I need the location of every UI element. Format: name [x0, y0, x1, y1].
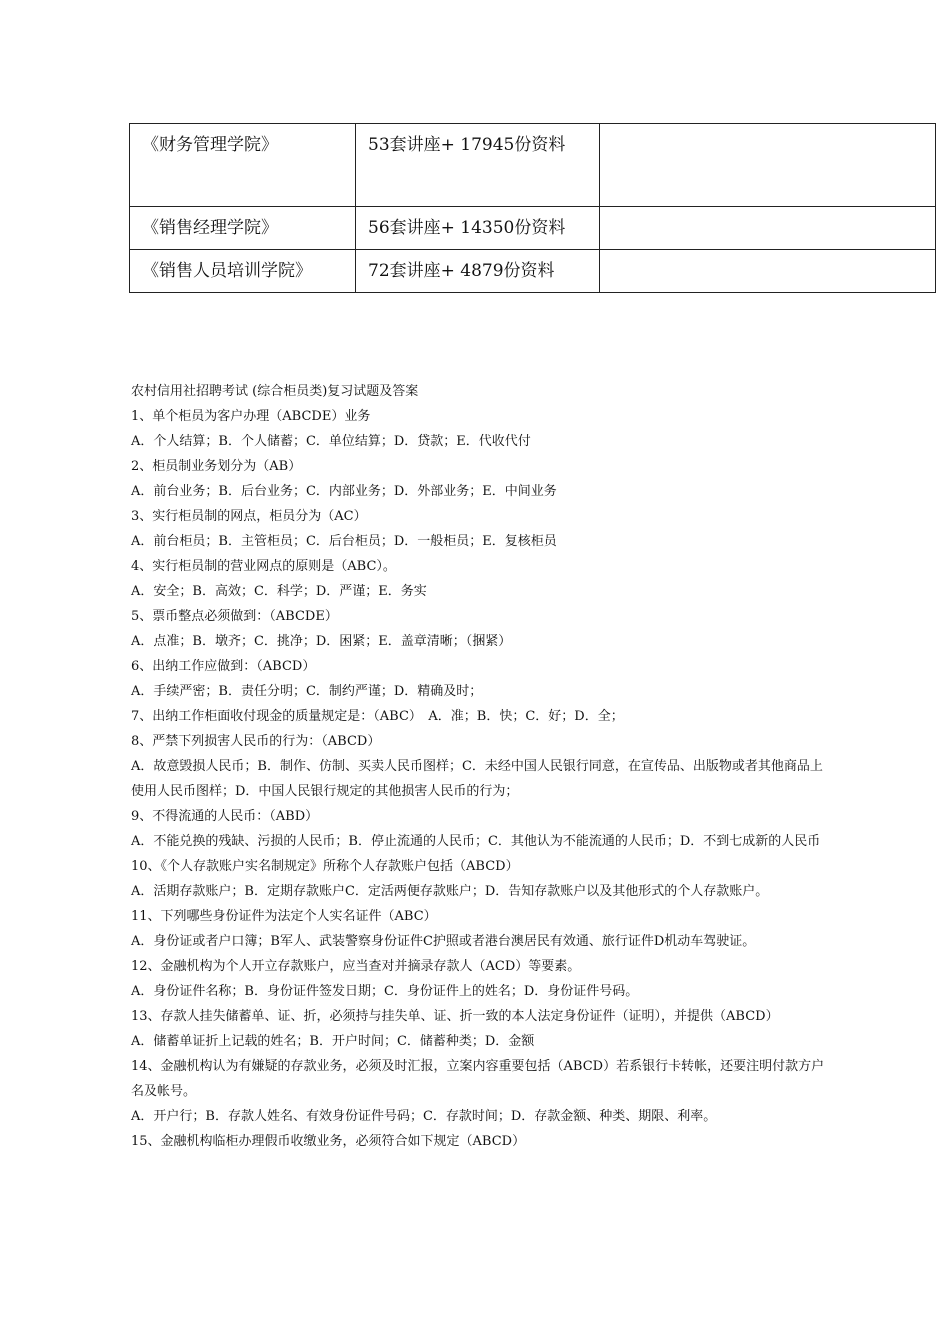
article-line: 15、金融机构临柜办理假币收缴业务，必须符合如下规定（ABCD） — [131, 1134, 526, 1149]
course-content-cell: 53套讲座+ 17945份资料 — [356, 124, 600, 207]
article-line: 6、出纳工作应做到：（ABCD） — [131, 659, 316, 674]
course-content-cell: 72套讲座+ 4879份资料 — [356, 250, 600, 293]
course-note-cell — [600, 124, 936, 207]
exam-article — [131, 379, 831, 1154]
article-line: 8、严禁下列损害人民币的行为：（ABCD） — [131, 734, 381, 749]
article-line: 12、金融机构为个人开立存款账户，应当查对并摘录存款人（ACD）等要素。 — [131, 959, 581, 974]
article-line: 9、不得流通的人民币：（ABD） — [131, 809, 319, 824]
course-name-cell: 《销售经理学院》 — [130, 207, 356, 250]
article-line: A．个人结算；B．个人储蓄；C．单位结算；D．贷款；E．代收代付 — [131, 434, 531, 449]
article-line: 7、出纳工作柜面收付现金的质量规定是：（ABC） A．准；B．快；C．好；D．全； — [131, 709, 624, 724]
article-line: 5、票币整点必须做到：（ABCDE） — [131, 609, 338, 624]
article-line: A．安全；B．高效；C．科学；D．严谨；E．务实 — [131, 584, 427, 599]
article-line: A．故意毁损人民币；B．制作、仿制、买卖人民币图样；C．未经中国人民银行同意，在宣传品、出版物或者其他商品上使用人民币图样；D．中国人民银行规定的其他损害人民币的行为； — [131, 759, 823, 799]
article-line: 2、柜员制业务划分为（AB） — [131, 459, 302, 474]
article-line: A．储蓄单证折上记载的姓名；B．开户时间；C．储蓄种类；D．金额 — [131, 1034, 535, 1049]
article-line: 10、《个人存款账户实名制规定》所称个人存款账户包括（ABCD） — [131, 859, 519, 874]
article-line: 11、下列哪些身份证件为法定个人实名证件（ABC） — [131, 909, 437, 924]
table-row — [130, 124, 936, 207]
article-line: A．前台业务；B．后台业务；C．内部业务；D．外部业务；E．中间业务 — [131, 484, 557, 499]
article-line: A．不能兑换的残缺、污损的人民币；B．停止流通的人民币；C．其他认为不能流通的人民币；D．不到七成新的人民币 — [131, 834, 821, 849]
article-line: A．身份证或者户口簿；B军人、武装警察身份证件C护照或者港台澳居民有效通、旅行证件D机动车驾驶证。 — [131, 934, 756, 949]
article-line: A．开户行；B．存款人姓名、有效身份证件号码；C．存款时间；D．存款金额、种类、期限、利率。 — [131, 1109, 717, 1124]
table-row — [130, 250, 936, 293]
article-title: 农村信用社招聘考试 (综合柜员类)复习试题及答案 — [131, 384, 419, 399]
article-line: 14、金融机构认为有嫌疑的存款业务，必须及时汇报，立案内容重要包括（ABCD）若系银行卡转帐，还要注明付款方户名及帐号。 — [131, 1059, 825, 1099]
article-line: 1、单个柜员为客户办理（ABCDE）业务 — [131, 409, 371, 424]
article-line: A．身份证件名称；B．身份证件签发日期；C．身份证件上的姓名；D．身份证件号码。 — [131, 984, 639, 999]
course-content-cell: 56套讲座+ 14350份资料 — [356, 207, 600, 250]
article-line: A．点准；B．墩齐；C．挑净；D．困紧；E．盖章清晰；（捆紧） — [131, 634, 512, 649]
article-line: A．手续严密；B．责任分明；C．制约严谨；D．精确及时； — [131, 684, 483, 699]
article-line: 13、存款人挂失储蓄单、证、折，必须持与挂失单、证、折一致的本人法定身份证件（证明），并提供（ABCD） — [131, 1009, 779, 1024]
article-line: A．前台柜员；B．主管柜员；C．后台柜员；D．一般柜员；E．复核柜员 — [131, 534, 557, 549]
course-name-cell: 《财务管理学院》 — [130, 124, 356, 207]
catalog-table — [129, 123, 936, 293]
article-line: 4、实行柜员制的营业网点的原则是（ABC）。 — [131, 559, 396, 574]
course-note-cell — [600, 250, 936, 293]
article-line: 3、实行柜员制的网点，柜员分为（AC） — [131, 509, 367, 524]
article-line: A．活期存款账户；B．定期存款账户C．定活两便存款账户；D．告知存款账户以及其他形式的个人存款账户。 — [131, 884, 769, 899]
table-row — [130, 207, 936, 250]
course-note-cell — [600, 207, 936, 250]
course-name-cell: 《销售人员培训学院》 — [130, 250, 356, 293]
